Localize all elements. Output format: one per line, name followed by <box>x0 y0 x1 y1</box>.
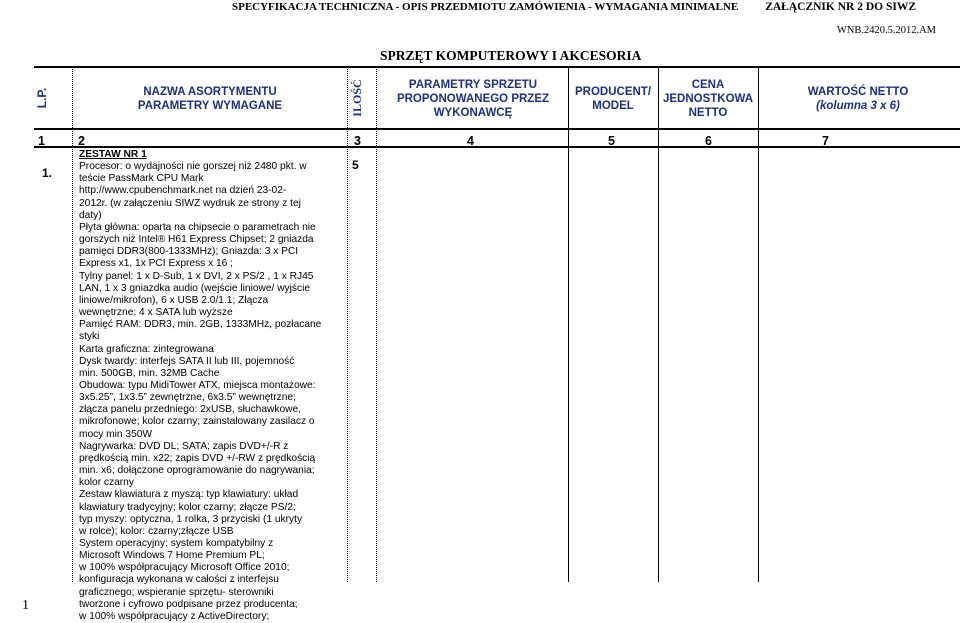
column-number-1: 1 <box>38 134 45 148</box>
column-divider <box>72 66 73 582</box>
row-quantity: 5 <box>352 158 359 172</box>
row-specification <box>79 149 344 622</box>
column-number-2: 2 <box>78 134 85 148</box>
section-title: SPRZĘT KOMPUTEROWY I AKCESORIA <box>380 48 642 63</box>
column-header-producer: PRODUCENT/ MODEL <box>574 86 652 112</box>
column-header-unit-price: CENA JEDNOSTKOWA NETTO <box>662 79 754 119</box>
column-number-5: 5 <box>608 134 615 148</box>
column-number-7: 7 <box>822 134 829 148</box>
row-lp: 1. <box>42 166 53 180</box>
column-divider <box>658 66 659 582</box>
column-divider <box>376 66 377 582</box>
column-header-value <box>760 68 956 130</box>
attachment-label: ZAŁĄCZNIK NR 2 DO SIWZ <box>765 1 916 13</box>
column-header-name: NAZWA ASORTYMENTU PARAMETRY WYMAGANE <box>137 86 283 112</box>
set-title: ZESTAW NR 1 <box>79 149 147 160</box>
page-number: 1 <box>22 598 29 613</box>
case-signature: WNB.2420.5.2012.AM <box>836 25 936 36</box>
column-number-4: 4 <box>467 134 474 148</box>
document-title: SPECYFIKACJA TECHNICZNA - OPIS PRZEDMIOTU ZAMÓWIENIA - WYMAGANIA MINIMALNE <box>232 1 739 13</box>
column-number-6: 6 <box>705 134 712 148</box>
column-divider <box>347 66 348 582</box>
processor-requirement: Procesor: o wydajności nie gorszej niż 2480 pkt. w teście PassMark CPU Mark http://www.cpubenchmark.net na dzień 23-02- 2012r. (w załączeniu SIWZ wydruk ze strony z tej daty) <box>79 161 307 221</box>
value-header-formula: (kolumna 3 x 6) <box>816 100 900 112</box>
column-header-quantity: ILOŚĆ <box>350 79 364 117</box>
column-divider <box>758 66 759 582</box>
component-requirements: Płyta główna: oparta na chipsecie o parametrach nie gorszych niż Intel® H61 Express Chipset; 2 gniazda pamięci DDR3(800-1333MHz); Gniazda: 3 x PCI Express x1, 1x PCI Express x 16 ; Tylny panel: 1 x D-Sub, 1 x DVI, 2 x PS/2 , 1 x RJ45 LAN, 1 x 3 gniazdka audio (wejście liniowe/ wyjście liniowe/mikrofon), 6 x USB 2.0/1.1; Złącza wewnętrzne: 4 x SATA lub wyższe Pamięć RAM: DDR3, min. 2GB, 1333MHz, pozłacane styki Karta graficzna: zintegrowana Dysk twardy: interfejs SATA II lub III, pojemność min. 500GB, min. 32MB Cache Obudowa: typu MidiTower ATX, miejsca montażowe: 3x5.25”, 1x3.5” zewnętrzne, 6x3.5” wewnętrzne; złącza panelu przedniego: 2xUSB, słuchawkowe, mikrofonowe; kolor czarny; zainstalowany zasilacz o mocy min 350W Nagrywarka: DVD DL; SATA; zapis DVD+/-R z prędkością min. x22; zapis DVD +/-RW z prędkością min. x6; dołączone oprogramowanie do nagrywania; kolor czarny Zestaw klawiatura z myszą: typ klawiatury: układ klawiatury tradycyjny; kolor czarny; złącze PS/2; typ myszy: optyczna, 1 rolka, 3 przyciski (1 ukryty w rolce); kolor: czarny;złącze USB System operacyjny: system kompatybilny z Microsoft Windows 7 Home Premium PL; w 100% współpracujący Microsoft Office 2010; konfiguracja wykonana w całości z interfejsu graficznego; wspieranie sprzętu- sterowniki tworzone i cyfrowo podpisane przez producenta; w 100% współpracujący z ActiveDirectory; <box>79 221 322 622</box>
value-header-label: WARTOŚĆ NETTO <box>807 86 909 98</box>
column-header-lp: L.P. <box>35 87 49 109</box>
column-divider <box>568 66 569 582</box>
column-header-params: PARAMETRY SPRZETU PROPONOWANEGO PRZEZ WYKONAWCĘ <box>396 79 550 119</box>
column-number-3: 3 <box>354 134 361 148</box>
